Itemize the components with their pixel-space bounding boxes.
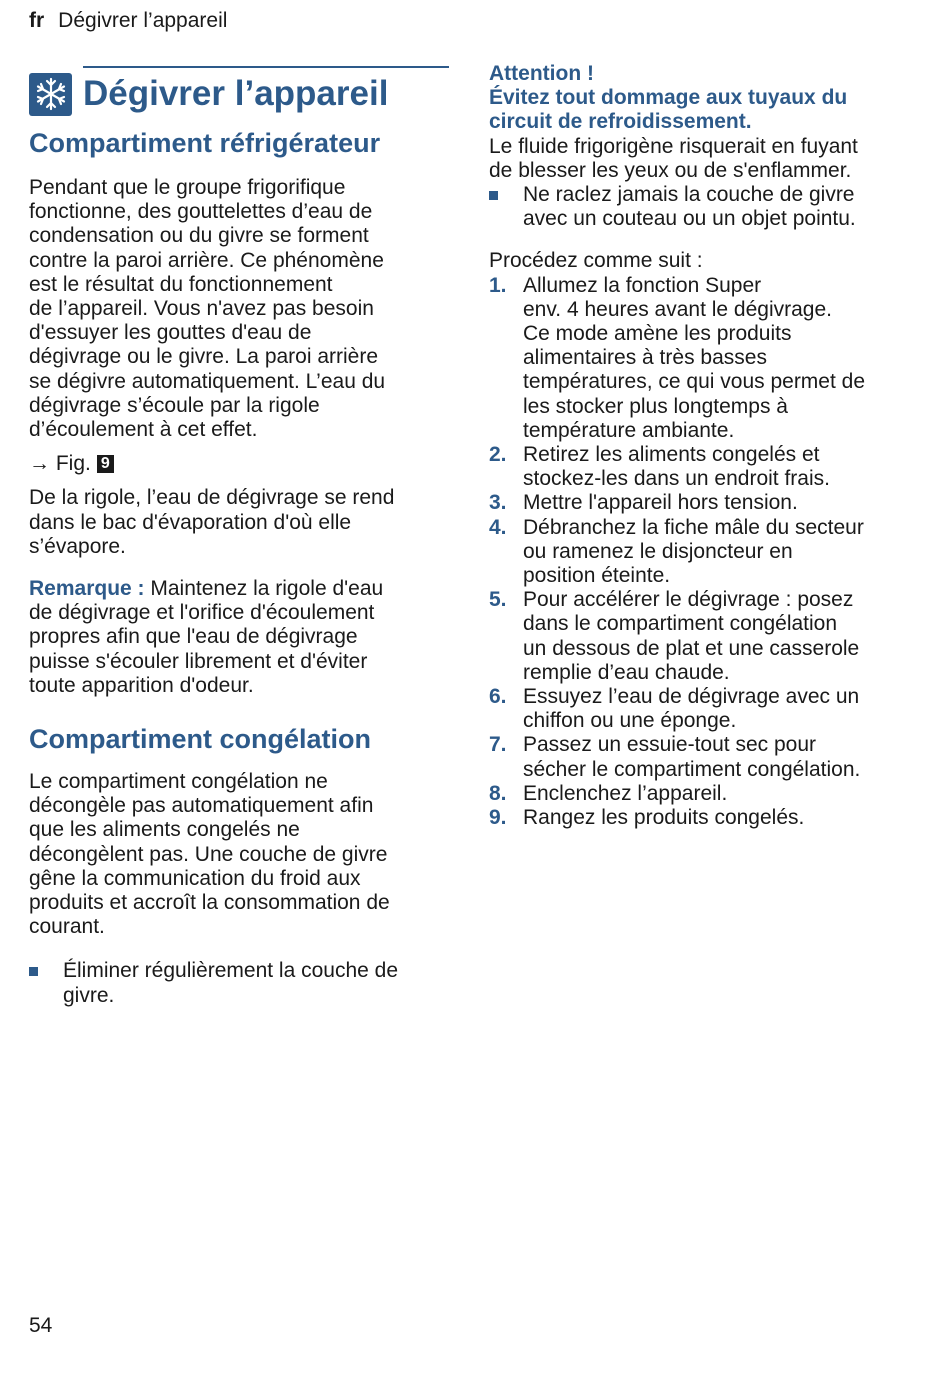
list-item [489,491,919,515]
list-item [489,443,919,491]
text-line: de dégivrage et l'orifice d'écoulement [29,601,375,625]
text-line: contre la paroi arrière. Ce phénomène [29,248,384,272]
text-line: condensation ou du givre se forment [29,224,369,248]
freezer-bullet [29,959,449,1007]
text-line: Passez un essuie-tout sec pour [523,733,816,757]
snowflake-icon [29,73,72,116]
text-line: Mettre l'appareil hors tension. [523,491,798,515]
step-number: 9. [489,806,507,830]
text-line: sécher le compartiment congélation. [523,757,861,781]
text-line: fonctionne, des gouttelettes d’eau de [29,200,373,224]
text-line: Maintenez la rigole d'eau [144,577,384,601]
text-line: position éteinte. [523,564,671,588]
text-line: de l’appareil. Vous n'avez pas besoin [29,297,374,321]
text-line: avec un couteau ou un objet pointu. [523,207,856,231]
text-line: Ce mode amène les produits [523,322,792,346]
text-line: givre. [63,983,115,1007]
list-item [489,516,919,589]
text-line: d’écoulement à cet effet. [29,418,258,442]
attention-body [489,135,919,183]
text-line: Ne raclez jamais la couche de givre [523,183,855,207]
text-line: Pendant que le groupe frigorifique [29,176,346,199]
list-item [489,806,919,830]
figure-label: → Fig. [29,452,91,476]
text-line: températures, ce qui vous permet de [523,370,866,394]
running-header [29,8,227,34]
step-number: 7. [489,733,507,757]
text-line: Le compartiment congélation ne [29,770,328,794]
freezer-heading: Compartiment congélation [29,724,372,755]
right-column [489,62,919,830]
attention-box [489,62,919,231]
text-line: que les aliments congelés ne [29,818,300,842]
text-line: d'essuyer les gouttes d'eau de [29,321,312,345]
text-line: décongèlent pas. Une couche de givre [29,842,388,866]
text-line: Évitez tout dommage aux tuyaux du [489,86,848,110]
header-title: Dégivrer l’appareil [58,9,228,32]
drain-paragraph [29,486,449,559]
text-line: dans le compartiment congélation [523,612,838,636]
procedure-intro: Procédez comme suit : [489,249,703,273]
text-line: température ambiante. [523,418,735,442]
list-item [489,685,919,733]
text-line: Éliminer régulièrement la couche de [63,959,399,983]
text-line: ou ramenez le disjoncteur en [523,539,793,563]
text-line: produits et accroît la consommation de [29,891,390,915]
text-line: Le fluide frigorigène risquerait en fuyant [489,134,858,158]
list-item [489,733,919,781]
text-line: se dégivre automatiquement. L’eau du [29,369,386,393]
page-number: 54 [29,1314,53,1337]
step-number: 8. [489,781,507,805]
list-item [489,782,919,806]
step-number: 2. [489,443,507,467]
text-line: est le résultat du fonctionnement [29,272,333,296]
bullet-square-icon [489,191,498,200]
text-line: alimentaires à très basses [523,346,767,370]
text-line: Pour accélérer le dégivrage : posez [523,588,854,612]
step-number: 5. [489,588,507,612]
text-line: Retirez les aliments congelés et [523,443,820,467]
section-title-row [29,72,449,116]
procedure-steps [489,274,919,831]
note-label: Remarque : [29,577,145,601]
list-item [489,588,919,685]
text-line: de blesser les yeux ou de s'enflammer. [489,158,852,182]
text-line: env. 4 heures avant le dégivrage. [523,297,832,321]
text-line: s’évapore. [29,534,126,558]
text-line: Débranchez la fiche mâle du secteur [523,515,864,539]
fridge-heading: Compartiment réfrigérateur [29,128,381,158]
step-number: 1. [489,273,507,297]
text-line: courant. [29,915,105,939]
text-line: Rangez les produits congelés. [523,806,805,830]
bullet-square-icon [29,967,38,976]
text-line: Essuyez l’eau de dégivrage avec un [523,685,860,709]
note-paragraph [29,577,449,698]
text-line: décongèle pas automatiquement afin [29,794,374,818]
text-line: dégivrage ou le givre. La paroi arrière [29,345,379,369]
step-number: 4. [489,515,507,539]
attention-bullet [489,183,919,231]
text-line: gêne la communication du froid aux [29,866,361,890]
freezer-paragraph [29,770,449,939]
text-line: circuit de refroidissement. [489,110,752,134]
language-tag: fr [29,9,45,32]
figure-number: 9 [97,455,114,473]
figure-reference [29,452,449,476]
step-number: 3. [489,491,507,515]
text-line: un dessous de plat et une casserole [523,636,860,660]
text-line: puisse s'écouler librement et d'éviter [29,649,368,673]
step-number: 6. [489,685,507,709]
text-line: Enclenchez l’appareil. [523,781,728,805]
left-column [29,66,449,1008]
attention-subtitle [489,86,919,134]
text-line: remplie d’eau chaude. [523,660,730,684]
text-line: les stocker plus longtemps à [523,394,788,418]
attention-title: Attention ! [489,62,594,85]
text-line: Allumez la fonction Super [523,273,762,297]
text-line: chiffon ou une éponge. [523,709,737,733]
list-item [489,274,919,443]
section-title: Dégivrer l’appareil [83,74,389,113]
text-line: dans le bac d'évaporation d'où elle [29,510,352,534]
text-line: stockez-les dans un endroit frais. [523,467,830,491]
text-line: De la rigole, l’eau de dégivrage se rend [29,486,395,510]
title-rule [83,66,449,68]
fridge-paragraph [29,176,449,442]
text-line: toute apparition d'odeur. [29,673,254,697]
text-line: propres afin que l'eau de dégivrage [29,625,358,649]
text-line: dégivrage s’écoule par la rigole [29,393,320,417]
